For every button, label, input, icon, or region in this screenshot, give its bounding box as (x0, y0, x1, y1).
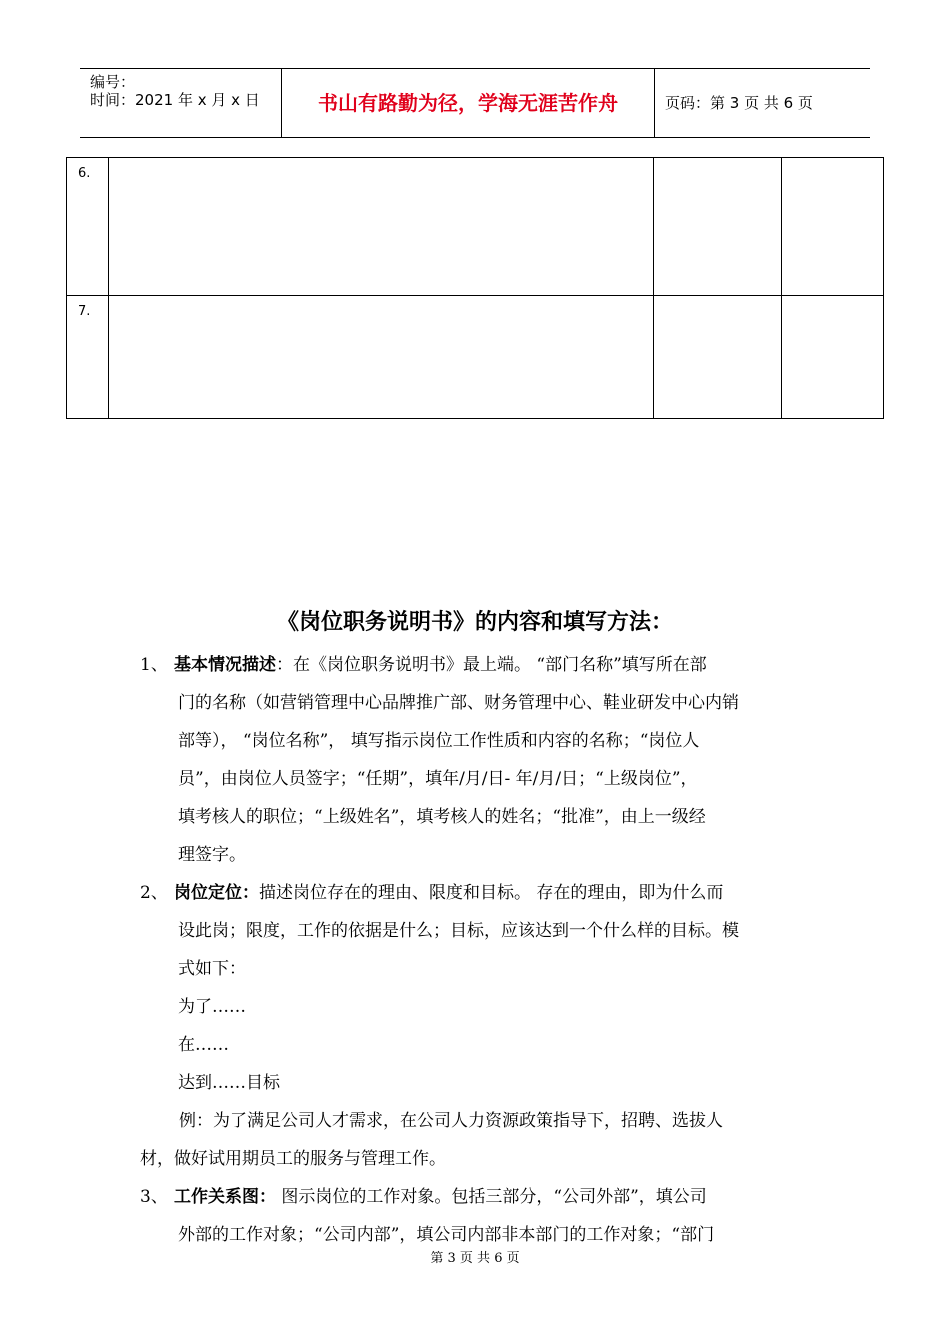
header-motto: 书山有路勤为径，学海无涯苦作舟 (282, 69, 655, 137)
item-text: 门的名称（如营销管理中心品牌推广部、财务管理中心、鞋业研发中心内销 (178, 693, 739, 713)
row-number: 6. (67, 158, 109, 296)
example-line: 例：为了满足公司人才需求，在公司人力资源政策指导下，招聘、选拔人 (179, 1111, 723, 1131)
table-row (67, 296, 884, 419)
table-row (67, 158, 884, 296)
item-text: 员”，由岗位人员签字；“任期”，填年/月/日- 年/月/日；“上级岗位”， (178, 769, 698, 789)
table-cell (653, 158, 782, 296)
page-footer: 第 3 页 共 6 页 (430, 1251, 520, 1266)
item-text: ：在《岗位职务说明书》最上端。 “部门名称”填写所在部 (276, 655, 707, 675)
item-text: 式如下： (178, 959, 246, 979)
item-text: 外部的工作对象；“公司内部”，填公司内部非本部门的工作对象；“部门 (178, 1225, 715, 1245)
item-number: 2、 (140, 883, 168, 903)
item-text: 图示岗位的工作对象。包括三部分，“公司外部”，填公司 (276, 1187, 707, 1207)
item-text: 部等）， “岗位名称”， 填写指示岗位工作性质和内容的名称；“岗位人 (178, 731, 700, 751)
example-line: 材，做好试用期员工的服务与管理工作。 (140, 1149, 446, 1169)
doc-number-label: 编号： (90, 73, 136, 91)
item-text: 填考核人的职位；“上级姓名”，填考核人的姓名；“批准”，由上一级经 (178, 807, 706, 827)
list-item (140, 646, 820, 684)
page-header (80, 68, 870, 138)
list-item (140, 874, 820, 912)
pattern-line: 为了…… (178, 997, 246, 1017)
row-number: 7. (67, 296, 109, 419)
pattern-line: 达到……目标 (178, 1073, 280, 1093)
item-heading: 工作关系图： (174, 1187, 276, 1207)
item-text: 设此岗；限度，工作的依据是什么；目标，应该达到一个什么样的目标。模 (178, 921, 739, 941)
table-cell (782, 296, 884, 419)
item-text: 描述岗位存在的理由、限度和目标。 存在的理由，即为什么而 (259, 883, 724, 903)
item-heading: 基本情况描述 (174, 655, 276, 675)
section-title: 《岗位职务说明书》的内容和填写方法： (276, 609, 673, 635)
pattern-line: 在…… (178, 1035, 229, 1055)
item-number: 3、 (140, 1187, 168, 1207)
table-cell (108, 158, 653, 296)
table-cell (108, 296, 653, 419)
list-item (140, 1178, 820, 1216)
section-body (140, 646, 820, 1254)
header-info-cell (80, 69, 282, 137)
table-cell (653, 296, 782, 419)
item-number: 1、 (140, 655, 168, 675)
doc-time-label: 时间：2021 年 x 月 x 日 (90, 91, 260, 109)
table-cell (782, 158, 884, 296)
item-text: 理签字。 (178, 845, 246, 865)
duty-table (66, 157, 884, 419)
item-heading: 岗位定位： (174, 883, 259, 903)
header-page-label: 页码：第 3 页 共 6 页 (665, 94, 813, 112)
